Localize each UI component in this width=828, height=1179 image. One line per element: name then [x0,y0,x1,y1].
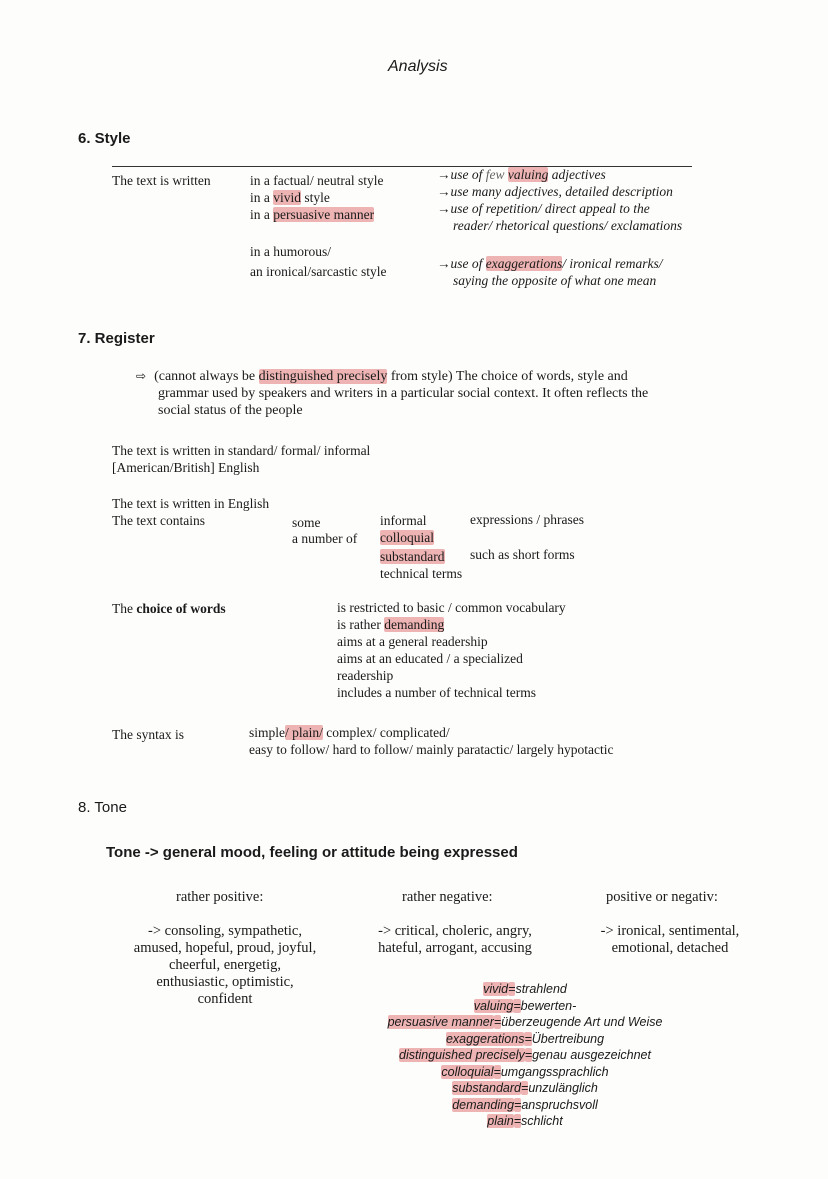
glossary-meaning: unzulänglich [528,1081,598,1095]
glossary-term: substandard [452,1081,521,1095]
glossary-meaning: strahlend [515,982,567,996]
glossary-term: demanding [452,1097,515,1112]
style-humorous: in a humorous/ an ironical/sarcastic style [250,244,387,279]
glossary-entry [380,1014,670,1031]
highlight-persuasive: persuasive manner [273,207,375,222]
glossary-entry [380,1097,670,1114]
highlight-exaggerations: exaggerations [485,256,563,271]
page-title: Analysis [388,58,448,75]
tone-positive-item: confident [197,991,253,1007]
register-some: some [292,515,321,530]
tone-negative-head: rather negative: [402,889,493,905]
tone-heading: 8. Tone [78,799,127,816]
glossary-equals: = [493,1064,501,1079]
highlight-valuing: valuing [507,167,549,182]
register-a-number-of: a number of [292,531,358,546]
glossary-equals: = [513,1114,522,1128]
register-choice-label: The choice of words [112,601,226,616]
glossary-meaning: umgangssprachlich [500,1064,609,1079]
highlight-vivid: vivid [273,190,302,205]
tone-positive-list [118,923,332,1008]
style-options [250,172,383,223]
register-heading: 7. Register [78,330,155,347]
register-choice-options: is restricted to basic / common vocabulary is rather demanding aims at a general readership aims at an educated / a specialized readership includes a number of technical terms [337,600,566,700]
tone-negative-item: hateful, arrogant, accusing [378,940,532,956]
register-such-as: such as short forms [470,547,575,562]
glossary-term: distinguished precisely [399,1048,525,1062]
glossary-equals: = [508,982,516,996]
highlight-substandard: substandard [380,549,445,564]
highlight-colloquial: colloquial [380,530,434,545]
tone-both-head: positive or negativ: [606,889,718,905]
glossary-term: plain [487,1114,514,1128]
glossary-entry [380,1080,670,1097]
register-standard: The text is written in standard/ formal/ informal [American/British] English [112,443,371,475]
register-syntax-options: simple/ plain/ complex/ complicated/ easy to follow/ hard to follow/ mainly paratactic/ largely hypotactic [249,725,614,757]
style-persuasive: in a persuasive manner [250,207,375,222]
glossary-term: vivid [483,982,509,996]
register-expressions: expressions / phrases [470,512,584,527]
tone-positive-head: rather positive: [176,889,264,905]
glossary-entry [380,998,670,1015]
tone-both-list [586,923,754,957]
tone-positive-item: enthusiastic, optimistic, [156,974,294,990]
glossary-entry [380,1064,670,1081]
glossary-term: valuing [473,998,514,1013]
register-contains: The text contains [112,513,205,528]
glossary-entry [380,1047,670,1064]
tone-negative-item: -> critical, choleric, angry, [378,923,532,939]
tone-negative-list [360,923,550,957]
register-definition: ⇨ (cannot always be distinguished precisely from style) The choice of words, style and grammar used by speakers and writers in a particular social context. It often reflects the social status of the people [136,369,649,418]
glossary-equals: = [513,998,521,1013]
tone-both-item: -> ironical, sentimental, [600,923,740,939]
glossary-entry [380,981,670,998]
glossary [380,981,670,1130]
arrow-icon: ⇨ [136,369,147,383]
register-syntax-label: The syntax is [112,727,184,742]
style-effects-1: →use of few valuing adjectives →use many adjectives, detailed description →use of repetition/ direct appeal to the reader/ rhetorical questions/ exclamations [437,167,683,233]
style-heading: 6. Style [78,130,131,147]
tone-positive-item: -> consoling, sympathetic, [148,923,302,939]
style-factual: in a factual/ neutral style [250,173,384,188]
glossary-meaning: Übertreibung [531,1031,605,1046]
glossary-term: exaggerations [445,1031,525,1046]
glossary-equals: = [524,1048,533,1062]
tone-both-item: emotional, detached [611,940,729,956]
glossary-entry [380,1113,670,1130]
glossary-meaning: schlicht [521,1114,563,1128]
highlight-demanding: demanding [384,617,445,632]
glossary-meaning: genau ausgezeichnet [532,1048,651,1062]
register-word-types: informal colloquial substandard technical terms [380,513,463,581]
glossary-meaning: überzeugende Art und Weise [501,1015,663,1029]
glossary-term: persuasive manner [387,1015,494,1029]
glossary-equals: = [514,1097,522,1112]
highlight-distinguished: distinguished precisely [258,369,388,384]
highlight-plain: / plain/ [285,725,323,740]
style-vivid: in a vivid style [250,190,330,205]
register-english: The text is written in English [112,496,270,511]
style-label: The text is written [112,173,211,188]
tone-definition: Tone -> general mood, feeling or attitude being expressed [106,844,518,861]
glossary-equals: = [521,1081,529,1095]
glossary-meaning: anspruchsvoll [521,1097,598,1112]
tone-positive-item: amused, hopeful, proud, joyful, [133,940,317,956]
glossary-term: colloquial [441,1064,494,1079]
style-effects-2: →use of exaggerations/ ironical remarks/ saying the opposite of what one mean [437,256,663,288]
glossary-entry [380,1031,670,1048]
glossary-meaning: bewerten- [520,998,577,1013]
glossary-equals: = [524,1031,532,1046]
glossary-equals: = [493,1015,502,1029]
tone-positive-item: cheerful, energetig, [168,957,282,973]
